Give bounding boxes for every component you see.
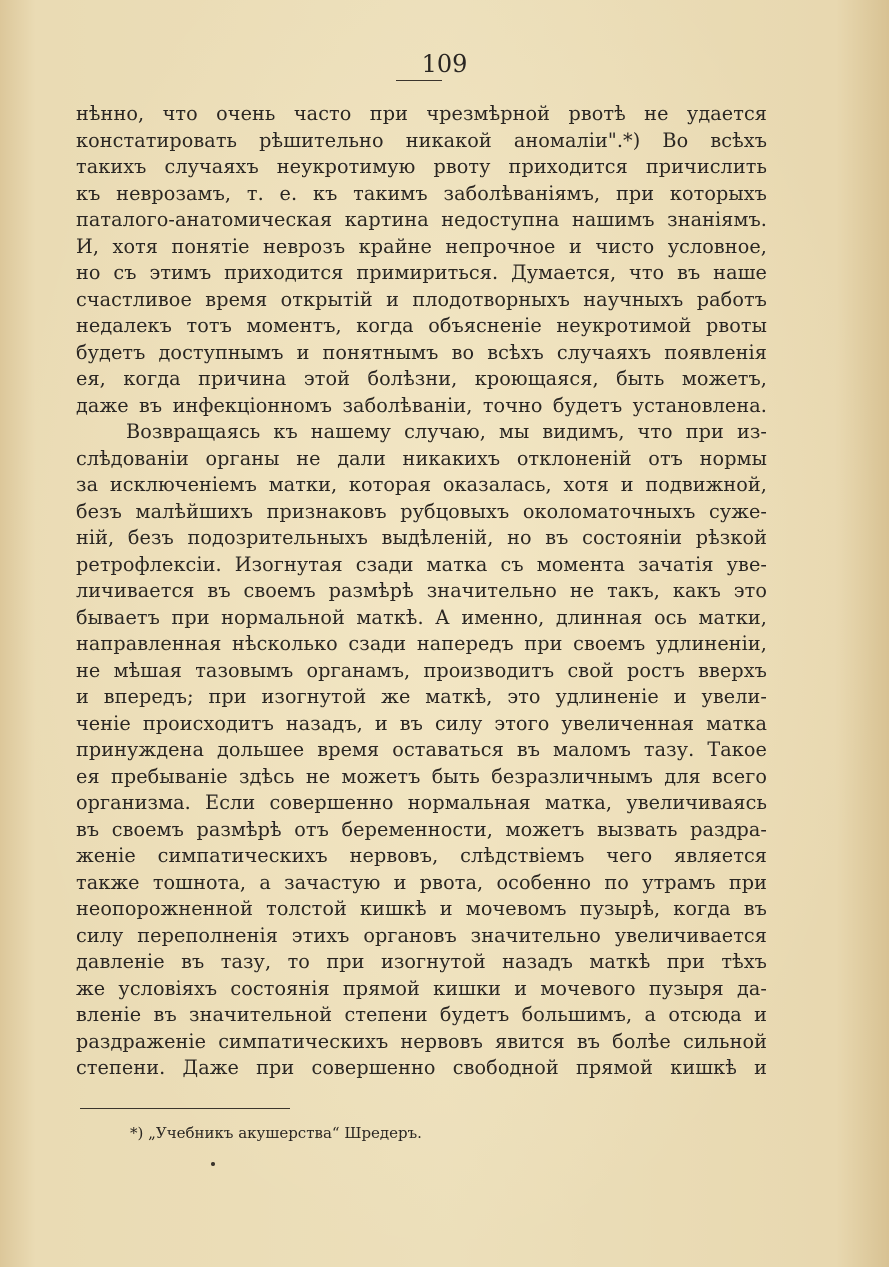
ink-speck xyxy=(211,1162,215,1166)
page-number-underline xyxy=(396,80,442,81)
text-line: безъ малѣйшихъ признаковъ рубцовыхъ околоматочныхъ суже- xyxy=(76,499,767,523)
text-line: И, хотя понятіе неврозъ крайне непрочное и чисто условное, xyxy=(76,234,767,258)
text-line: паталого-анатомическая картина недоступна нашимъ знаніямъ. xyxy=(76,208,767,231)
text-line: ея, когда причина этой болѣзни, кроющаяся, быть можетъ, xyxy=(76,367,767,390)
text-line: къ неврозамъ, т. е. къ такимъ заболѣваніямъ, при которыхъ xyxy=(76,181,767,205)
text-line: даже въ инфекціонномъ заболѣваніи, точно будетъ установлена. xyxy=(76,393,767,417)
text-line: такихъ случаяхъ неукротимую рвоту приходится причислить xyxy=(76,155,767,178)
text-line: ченіе происходитъ назадъ, и въ силу этого увеличенная матка xyxy=(76,711,767,735)
text-line: ній, безъ подозрительныхъ выдѣленій, но въ состояніи рѣзкой xyxy=(76,526,767,549)
text-line: женіе симпатическихъ нервовъ, слѣдствіемъ чего является xyxy=(76,844,767,867)
text-line: ретрофлексіи. Изогнутая сзади матка съ момента зачатія уве- xyxy=(76,552,767,576)
text-line: личивается въ своемъ размѣрѣ значительно не такъ, какъ это xyxy=(76,579,767,602)
text-line: вленіе въ значительной степени будетъ большимъ, а отсюда и xyxy=(76,1003,767,1026)
text-line: давленіе въ тазу, то при изогнутой назадъ маткѣ при тѣхъ xyxy=(76,950,767,973)
page-number: 109 xyxy=(421,50,468,78)
text-line: въ своемъ размѣрѣ отъ беременности, можетъ вызвать раздра- xyxy=(76,817,767,841)
text-line: не мѣшая тазовымъ органамъ, производитъ свой ростъ вверхъ xyxy=(76,658,767,682)
text-line: бываетъ при нормальной маткѣ. А именно, длинная ось матки, xyxy=(76,605,767,629)
text-line: принуждена дольшее время оставаться въ маломъ тазу. Такое xyxy=(76,738,767,761)
text-line: констатировать рѣшительно никакой аномаліи".*) Во всѣхъ xyxy=(76,128,767,152)
text-line: ея пребываніе здѣсь не можетъ быть безразличнымъ для всего xyxy=(76,764,767,788)
text-line: же условіяхъ состоянія прямой кишки и мочевого пузыря да- xyxy=(76,976,767,1000)
main-text xyxy=(76,101,767,1082)
text-line: направленная нѣсколько сзади напередъ при своемъ удлиненіи, xyxy=(76,632,767,655)
text-line: и впередъ; при изогнутой же маткѣ, это удлиненіе и увели- xyxy=(76,685,767,708)
text-line: счастливое время открытій и плодотворныхъ научныхъ работъ xyxy=(76,287,767,311)
text-line: неопорожненной толстой кишкѣ и мочевомъ пузырѣ, когда въ xyxy=(76,897,767,920)
text-line: но съ этимъ приходится примириться. Думается, что въ наше xyxy=(76,261,767,284)
text-line: степени. Даже при совершенно свободной прямой кишкѣ и xyxy=(76,1056,767,1079)
text-line: будетъ доступнымъ и понятнымъ во всѣхъ случаяхъ появленія xyxy=(76,340,767,364)
text-line: слѣдованіи органы не дали никакихъ отклоненій отъ нормы xyxy=(76,446,767,470)
text-line: организма. Если совершенно нормальная матка, увеличиваясь xyxy=(76,791,767,814)
text-line: нѣнно, что очень часто при чрезмѣрной рвотѣ не удается xyxy=(76,102,767,125)
text-line: силу переполненія этихъ органовъ значительно увеличивается xyxy=(76,923,767,947)
text-line: Возвращаясь къ нашему случаю, мы видимъ, что при из- xyxy=(126,420,767,443)
footnote: *) „Учебникъ акушерства“ Шредеръ. xyxy=(130,1124,422,1142)
footnote-divider xyxy=(80,1108,290,1109)
text-line: также тошнота, а зачастую и рвота, особенно по утрамъ при xyxy=(76,870,767,894)
text-line: недалекъ тотъ моментъ, когда объясненіе неукротимой рвоты xyxy=(76,314,767,337)
text-line: за исключеніемъ матки, которая оказалась, хотя и подвижной, xyxy=(76,473,767,496)
text-line: раздраженіе симпатическихъ нервовъ явится въ болѣе сильной xyxy=(76,1029,767,1053)
